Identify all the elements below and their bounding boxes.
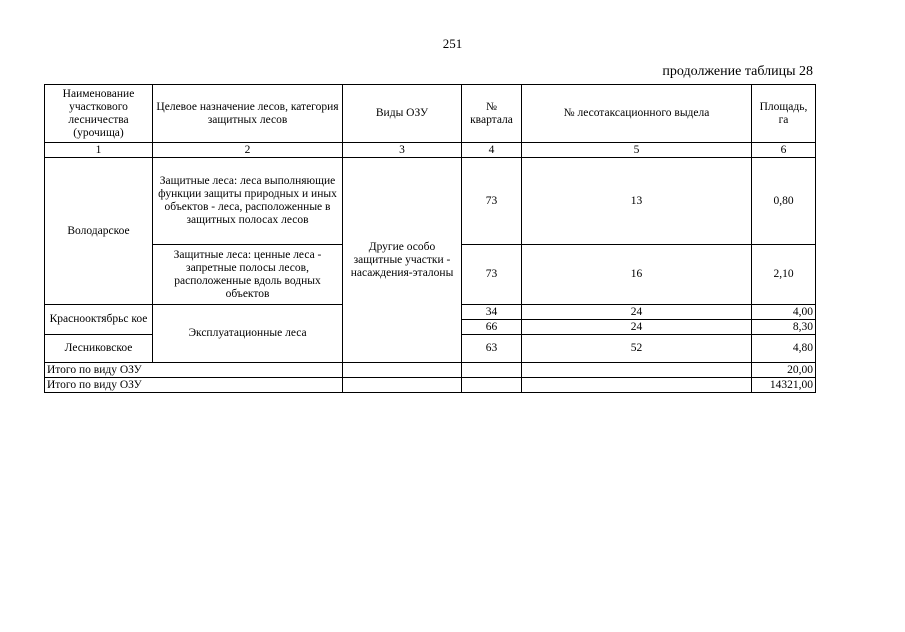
header-purpose: Целевое назначение лесов, категория защитных лесов: [153, 85, 343, 143]
purpose-cell: Защитные леса: леса выполняющие функции защиты природных и иных объектов - леса, расположенные в защитных полосах лесов: [153, 158, 343, 245]
column-number: 6: [752, 143, 816, 158]
empty-cell: [343, 363, 462, 378]
empty-cell: [522, 363, 752, 378]
column-number: 5: [522, 143, 752, 158]
quarter-cell: 73: [462, 245, 522, 305]
area-cell: 4,80: [752, 335, 816, 363]
table-continuation-caption: продолжение таблицы 28: [662, 64, 813, 79]
area-cell: 2,10: [752, 245, 816, 305]
column-number-row: [45, 143, 816, 158]
total-label: Итого по виду ОЗУ: [45, 363, 343, 378]
ozu-type-cell: Другие особо защитные участки - насаждения-эталоны: [343, 158, 462, 363]
column-number: 4: [462, 143, 522, 158]
column-number: 1: [45, 143, 153, 158]
header-forestry: Наименование участкового лесничества (урочища): [45, 85, 153, 143]
forestry-cell: Володарское: [45, 158, 153, 305]
total-label: Итого по виду ОЗУ: [45, 378, 343, 393]
ozu-table: [44, 84, 816, 393]
header-ozu-type: Виды ОЗУ: [343, 85, 462, 143]
allotment-cell: 16: [522, 245, 752, 305]
area-cell: 4,00: [752, 305, 816, 320]
forestry-cell: Краснооктябрьс кое: [45, 305, 153, 335]
allotment-cell: 24: [522, 320, 752, 335]
table-row: [45, 158, 816, 245]
area-cell: 0,80: [752, 158, 816, 245]
quarter-cell: 34: [462, 305, 522, 320]
column-number: 3: [343, 143, 462, 158]
allotment-cell: 13: [522, 158, 752, 245]
total-area: 14321,00: [752, 378, 816, 393]
empty-cell: [462, 378, 522, 393]
purpose-cell: Защитные леса: ценные леса - запретные полосы лесов, расположенные вдоль водных объектов: [153, 245, 343, 305]
empty-cell: [343, 378, 462, 393]
allotment-cell: 52: [522, 335, 752, 363]
column-number: 2: [153, 143, 343, 158]
total-row: [45, 378, 816, 393]
total-row: [45, 363, 816, 378]
header-allotment: № лесотаксационного выдела: [522, 85, 752, 143]
total-area: 20,00: [752, 363, 816, 378]
allotment-cell: 24: [522, 305, 752, 320]
purpose-cell: Эксплуатационные леса: [153, 305, 343, 363]
header-quarter: № квартала: [462, 85, 522, 143]
area-cell: 8,30: [752, 320, 816, 335]
quarter-cell: 66: [462, 320, 522, 335]
forestry-cell: Лесниковское: [45, 335, 153, 363]
header-row: [45, 85, 816, 143]
empty-cell: [522, 378, 752, 393]
page-number: 251: [442, 36, 463, 51]
header-area: Площадь, га: [752, 85, 816, 143]
quarter-cell: 63: [462, 335, 522, 363]
empty-cell: [462, 363, 522, 378]
quarter-cell: 73: [462, 158, 522, 245]
